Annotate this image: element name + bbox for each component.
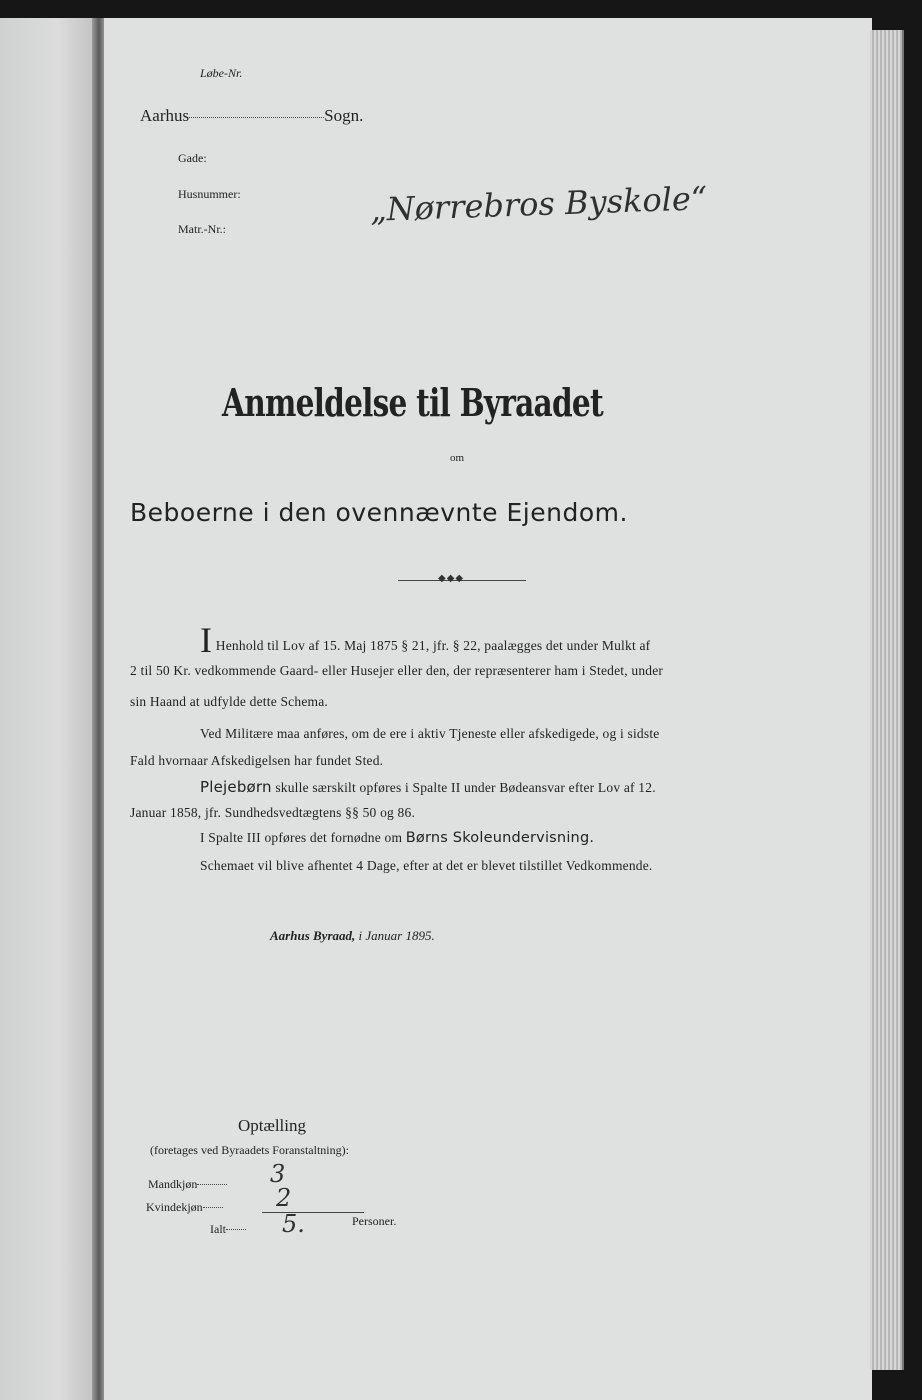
signature-line: Aarhus Byraad, i Januar 1895. xyxy=(270,928,435,943)
paragraph-2-line-1: Ved Militære maa anføres, om de ere i aktiv Tjeneste eller afskedigede, og i sidste xyxy=(200,726,660,741)
city-sogn-line xyxy=(140,106,363,126)
persons-label: Personer. xyxy=(352,1214,397,1228)
male-count-row: Mandkjøn xyxy=(148,1177,227,1192)
paragraph-2-line-2: Fald hvornaar Afskedigelsen har fundet Sted. xyxy=(130,753,384,768)
sum-rule xyxy=(262,1212,364,1213)
sogn-label: Sogn. xyxy=(324,106,364,125)
total-count-row: Ialt xyxy=(210,1222,246,1237)
count-title: Optælling xyxy=(238,1116,307,1135)
document-subtitle: Beboerne i den ovennævnte Ejendom. xyxy=(130,498,628,527)
male-count-value: 3 xyxy=(270,1160,286,1188)
paragraph-5: Schemaet vil blive afhentet 4 Dage, efter at det er blevet tilstillet Vedkommende. xyxy=(200,858,653,873)
handwritten-address: „Nørrebros Byskole“ xyxy=(369,179,708,229)
female-count-row: Kvindekjøn xyxy=(146,1200,223,1215)
gade-label: Gade: xyxy=(178,151,207,165)
left-page-edge xyxy=(0,18,96,1400)
ornament-diamonds: ◆◆◆ xyxy=(438,573,465,584)
total-count-value: 5. xyxy=(282,1210,305,1238)
paragraph-3-line-1: Plejebørn skulle særskilt opføres i Spalte II under Bødeansvar efter Lov af 12. xyxy=(200,778,656,796)
paragraph-1-line-1: I Henhold til Lov af 15. Maj 1875 § 21, jfr. § 22, paalægges det under Mulkt af xyxy=(200,620,651,660)
female-count-value: 2 xyxy=(276,1184,292,1212)
city-name: Aarhus xyxy=(140,106,190,125)
om-label: om xyxy=(450,452,465,464)
drop-cap: I xyxy=(200,620,213,660)
lobe-nr-label: Løbe-Nr. xyxy=(200,66,243,80)
paragraph-3-line-2: Januar 1858, jfr. Sundhedsvedtægtens §§ 50 og 86. xyxy=(130,805,416,820)
matr-nr-label: Matr.-Nr.: xyxy=(178,222,226,236)
count-note: (foretages ved Byraadets Foranstaltning): xyxy=(150,1143,349,1157)
paragraph-1-line-3: sin Haand at udfylde dette Schema. xyxy=(130,694,328,709)
husnummer-label: Husnummer: xyxy=(178,187,241,201)
page-edges xyxy=(870,30,904,1370)
document-title: Anmeldelse til Byraadet xyxy=(222,380,603,425)
paragraph-1-line-2: 2 til 50 Kr. vedkommende Gaard- eller Husejer eller den, der repræsenterer ham i Stedet, under xyxy=(130,663,664,678)
sogn-dotted-line xyxy=(189,117,324,118)
paragraph-4: I Spalte III opføres det fornødne om Børns Skoleundervisning. xyxy=(200,830,595,846)
